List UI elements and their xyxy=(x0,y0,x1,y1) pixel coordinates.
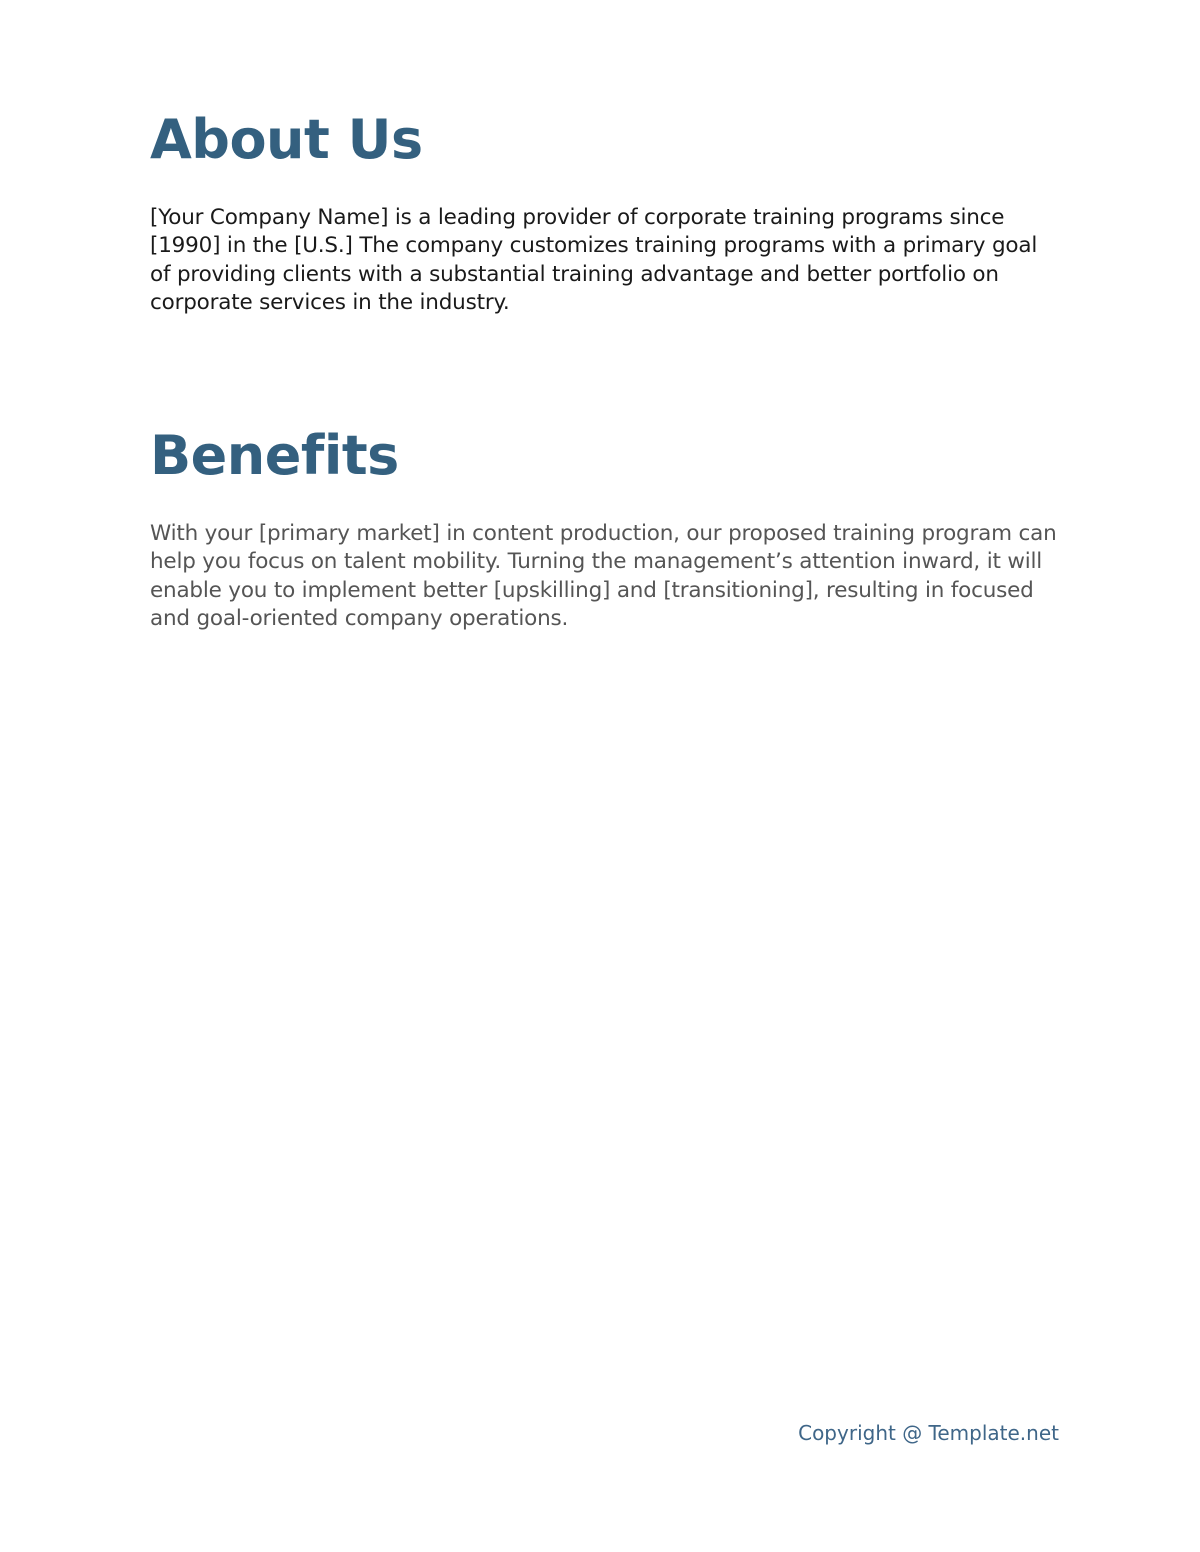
copyright-footer: Copyright @ Template.net xyxy=(798,1421,1059,1445)
benefits-paragraph: With your [primary market] in content production, our proposed training program can help you focus on talent mobility. Turning the management’s attention inward, it will enable you to implement better [upskilling] and [transitioning], resulting in focused and goal-oriented company operations. xyxy=(150,521,1057,631)
about-us-heading: About Us xyxy=(150,108,423,171)
about-us-paragraph: [Your Company Name] is a leading provider of corporate training programs since [1990] in the [U.S.] The company customizes training programs with a primary goal of providing clients with a substantial training advantage and better portfolio on corporate services in the industry. xyxy=(150,205,1038,315)
benefits-heading: Benefits xyxy=(150,424,399,487)
